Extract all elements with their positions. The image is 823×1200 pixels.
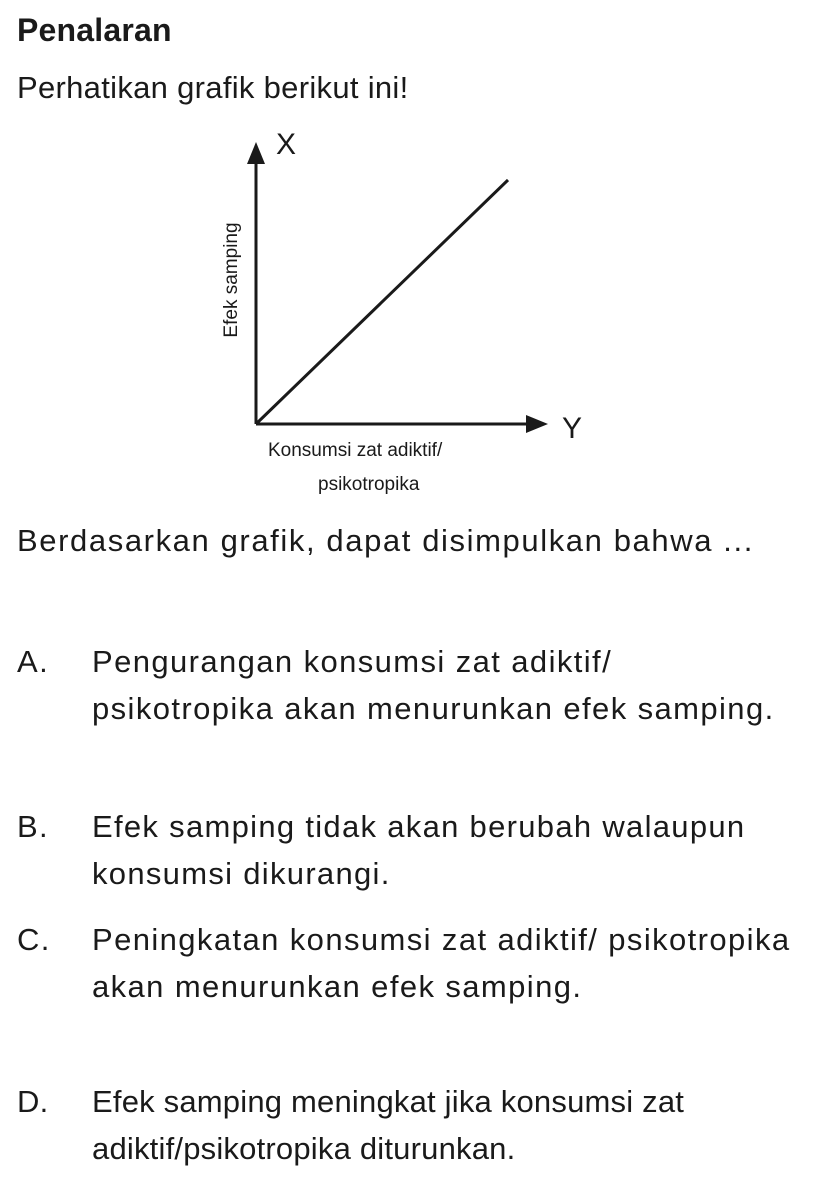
axis-vertical-letter: X: [276, 128, 297, 161]
question-text: Berdasarkan grafik, dapat disimpulkan bahwa ...: [17, 523, 754, 558]
option-letter: C.: [17, 922, 51, 957]
axis-vertical-label: Efek samping: [221, 222, 242, 338]
axis-horizontal-label-line2: psikotropika: [318, 474, 420, 495]
trend-line: [256, 180, 508, 424]
option-letter: D.: [17, 1084, 49, 1119]
vertical-axis-arrow-icon: [247, 142, 265, 164]
intro-text: Perhatikan grafik berikut ini!: [17, 70, 409, 105]
axis-horizontal-letter: Y: [562, 412, 583, 445]
option-letter: A.: [17, 644, 50, 679]
option-letter: B.: [17, 809, 49, 844]
axis-horizontal-label-line1: Konsumsi zat adiktif/: [268, 440, 443, 461]
option-text: Efek samping tidak akan berubah walaupun konsumsi dikurangi.: [92, 809, 746, 891]
graph: [190, 130, 610, 500]
option-text: Peningkatan konsumsi zat adiktif/ psikotropika akan menurunkan efek samping.: [92, 922, 791, 1004]
option-text: Pengurangan konsumsi zat adiktif/ psikotropika akan menurunkan efek samping.: [92, 644, 775, 726]
option-text: Efek samping meningkat jika konsumsi zat adiktif/psikotropika diturunkan.: [92, 1084, 685, 1166]
section-heading: Penalaran: [17, 12, 172, 48]
horizontal-axis-arrow-icon: [526, 415, 548, 433]
